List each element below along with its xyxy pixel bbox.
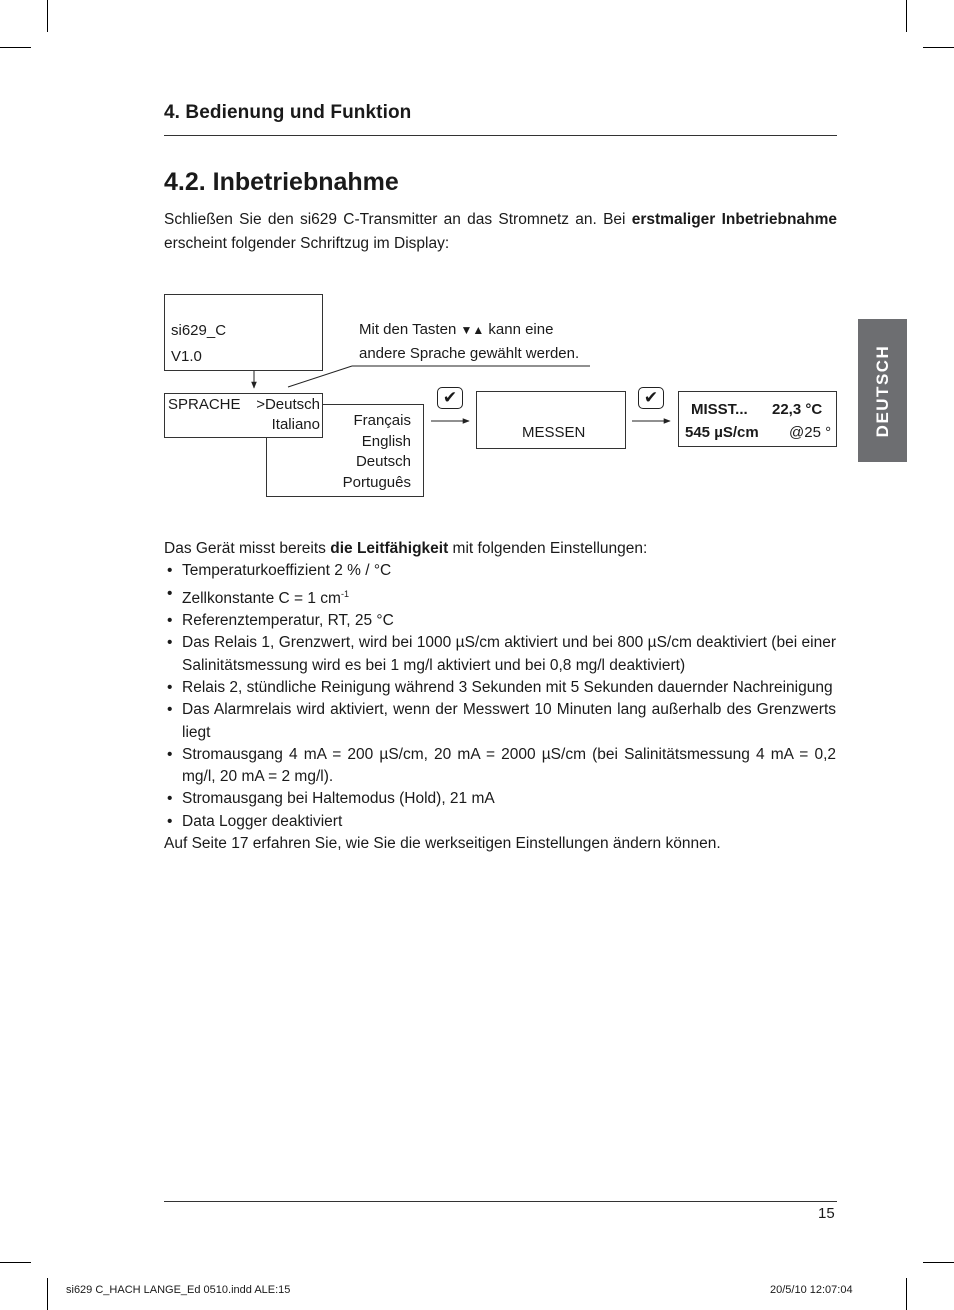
list-intro-text: mit folgenden Einstellungen:	[448, 540, 648, 557]
messen-label: MESSEN	[522, 424, 586, 441]
language-side-tab	[858, 319, 907, 462]
display-line: V1.0	[171, 348, 202, 365]
intro-bold: erstmaliger Inbetriebnahme	[631, 211, 837, 228]
display-box-version	[164, 294, 323, 371]
callout-text-part: Mit den Tasten	[359, 321, 461, 338]
list-intro-text: Das Gerät misst bereits	[164, 540, 331, 557]
list-item: • Relais 2, stündliche Reinigung während 3 Sekunden mit 5 Sekunden dauernder Nachreinigung	[164, 677, 836, 699]
intro-text: Schließen Sie den si629 C-Transmitter an das Stromnetz an. Bei	[164, 211, 632, 228]
callout-text	[359, 318, 579, 365]
result-reference: @25 °	[789, 424, 832, 441]
section-header: 4. Bedienung und Funktion	[164, 102, 412, 123]
list-intro-bold: die Leitfähigkeit	[330, 540, 449, 557]
display-box-result	[678, 391, 837, 447]
settings-list	[164, 560, 836, 833]
list-item: • Data Logger deaktiviert	[164, 811, 836, 833]
language-option: Deutsch	[355, 453, 411, 470]
list-item-text: Zellkonstante C = 1 cm	[182, 589, 341, 607]
page-title: 4.2. Inbetriebnahme	[164, 168, 399, 196]
result-conductivity: 545 µS/cm	[685, 424, 759, 441]
display-line: si629_C	[171, 322, 227, 339]
selected-language: >Deutsch	[256, 396, 320, 413]
settings-section	[164, 538, 836, 855]
list-item: • Das Alarmrelais wird aktiviert, wenn der Messwert 10 Minuten lang außerhalb des Grenzwerts liegt	[164, 699, 836, 744]
display-box-language	[164, 393, 323, 438]
language-option: English	[361, 433, 411, 450]
result-status: MISST...	[691, 401, 748, 418]
next-language: Italiano	[271, 416, 320, 433]
list-item: • Stromausgang bei Haltemodus (Hold), 21 mA	[164, 788, 836, 810]
arrow-keys-icon: ▼▲	[460, 323, 485, 337]
display-box-measure	[476, 391, 626, 449]
footer-rule	[164, 1201, 837, 1202]
language-option: Français	[353, 412, 411, 429]
callout-line-1	[359, 318, 579, 342]
list-item: • Das Relais 1, Grenzwert, wird bei 1000 µS/cm aktiviert und bei 800 µS/cm deaktiviert (bei einer Salinitätsmessung wird es bei 1 mg/l aktiviert und bei 0,8 mg/l deaktiviert)	[164, 632, 836, 677]
result-temperature: 22,3 °C	[772, 401, 823, 418]
print-footer-left: si629 C_HACH LANGE_Ed 0510.indd ALE:15	[66, 1284, 291, 1296]
page-number: 15	[818, 1205, 835, 1222]
callout-line-2: andere Sprache gewählt werden.	[359, 345, 580, 362]
side-tab-label: DEUTSCH	[872, 344, 892, 437]
list-item: • Stromausgang 4 mA = 200 µS/cm, 20 mA = 2000 µS/cm (bei Salinitätsmessung 4 mA = 0,2 mg/l, 20 mA = 2 mg/l).	[164, 744, 836, 789]
check-icon: ✔	[638, 387, 664, 409]
superscript: -1	[340, 588, 349, 599]
list-item	[164, 583, 836, 610]
check-icon: ✔	[437, 387, 463, 409]
list-item: • Referenztemperatur, RT, 25 °C	[164, 610, 836, 632]
callout-text-part: kann eine	[484, 321, 554, 338]
sprache-label: SPRACHE	[168, 396, 241, 413]
list-item: • Temperaturkoeffizient 2 % / °C	[164, 560, 836, 582]
language-option: Português	[342, 474, 411, 491]
intro-text: erscheint folgender Schriftzug im Display:	[164, 235, 450, 252]
closing-text: Auf Seite 17 erfahren Sie, wie Sie die werkseitigen Einstellungen ändern können.	[164, 835, 721, 853]
list-intro	[164, 538, 836, 560]
print-footer-right: 20/5/10 12:07:04	[770, 1284, 853, 1296]
